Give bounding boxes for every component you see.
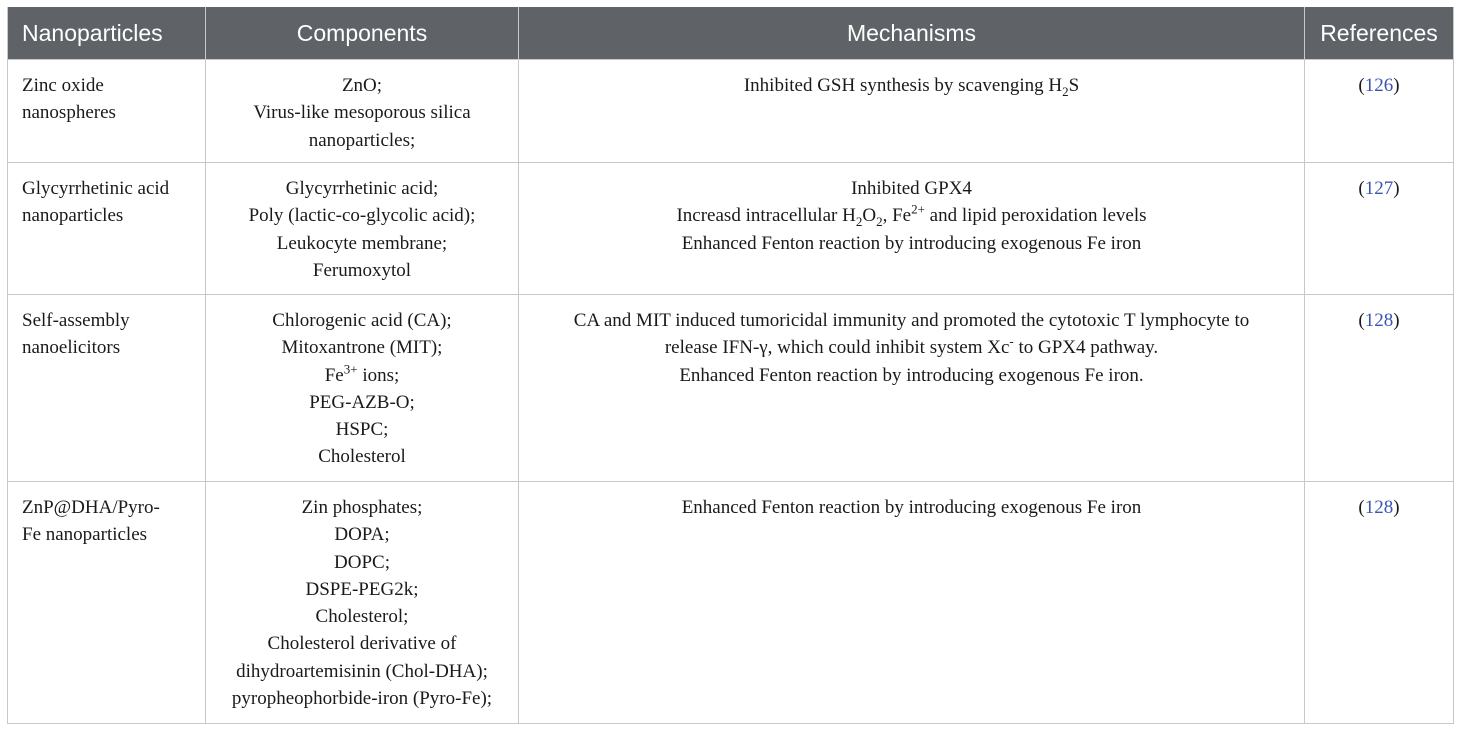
mechanism-line [533, 334, 1290, 361]
subscript: 2 [855, 214, 863, 230]
reference-paren-open: ( [1358, 75, 1365, 96]
reference-paren-close: ) [1393, 178, 1400, 199]
mechanism-text: to GPX4 pathway. [1013, 337, 1159, 359]
mechanism-line: Enhanced Fenton reaction by introducing exogenous Fe iron [681, 497, 1142, 518]
mechanism-text: Increasd intracellular H [676, 205, 856, 227]
header-nanoparticles: Nanoparticles [8, 7, 206, 60]
mechanism-text: release IFN-γ, which could inhibit system Xc [664, 337, 1010, 359]
nanoparticle-name-line: nanoparticles [22, 205, 124, 227]
mechanism-text: O [862, 205, 877, 227]
reference-paren-open: ( [1358, 497, 1365, 518]
mechanism-line: Inhibited GPX4 [851, 178, 972, 199]
component-line: Virus-like mesoporous silica [253, 102, 471, 124]
component-line: Ferumoxytol [312, 259, 412, 281]
nanoparticle-name-cell [8, 482, 206, 724]
superscript: - [1009, 333, 1014, 349]
component-line: Leukocyte membrane; [276, 232, 448, 254]
mechanisms-cell [519, 295, 1305, 482]
mechanisms-cell [519, 163, 1305, 295]
component-line: Poly (lactic-co-glycolic acid); [248, 205, 476, 227]
mechanism-text: and lipid peroxidation levels [924, 205, 1147, 227]
component-line: Cholesterol [318, 446, 406, 468]
components-cell [206, 60, 519, 163]
reference-link[interactable]: 128 [1364, 497, 1394, 518]
component-line: Glycyrrhetinic acid; [285, 178, 439, 199]
reference-paren-close: ) [1393, 497, 1400, 518]
reference-paren-open: ( [1358, 178, 1365, 199]
mechanism-text: Inhibited GSH synthesis by scavenging H [743, 75, 1063, 96]
component-text: ions; [357, 364, 400, 386]
header-row [8, 7, 1454, 60]
mechanism-text: , Fe [882, 205, 912, 227]
subscript: 2 [876, 214, 883, 230]
component-line: Cholesterol derivative of [267, 633, 457, 655]
component-line: pyropheophorbide-iron (Pyro-Fe); [231, 688, 493, 710]
nanoparticle-name-line: Self-assembly [22, 310, 130, 331]
nanoparticle-name-cell [8, 60, 206, 163]
component-line: nanoparticles; [308, 129, 416, 151]
header-mechanisms: Mechanisms [519, 7, 1305, 60]
reference-paren-close: ) [1393, 75, 1400, 96]
table-row [8, 163, 1454, 295]
reference-link[interactable]: 128 [1364, 310, 1394, 331]
subscript: 2 [1062, 83, 1069, 99]
component-line [220, 362, 504, 389]
nanoparticle-name-cell [8, 295, 206, 482]
component-line: Chlorogenic acid (CA); [272, 310, 452, 331]
mechanism-text: S [1068, 75, 1080, 96]
mechanisms-cell [519, 60, 1305, 163]
nanoparticle-name-line: Fe nanoparticles [22, 524, 148, 546]
nanoparticle-name-line: Glycyrrhetinic acid [22, 178, 170, 199]
nanoparticle-name-line: Zinc oxide [22, 75, 104, 96]
reference-link[interactable]: 127 [1364, 178, 1394, 199]
component-line: PEG-AZB-O; [309, 391, 415, 413]
references-cell [1305, 60, 1454, 163]
nanoparticle-name-line: nanospheres [22, 102, 116, 124]
reference-link[interactable]: 126 [1364, 75, 1394, 96]
references-cell [1305, 482, 1454, 724]
component-line: DOPA; [334, 524, 390, 546]
components-cell [206, 163, 519, 295]
component-line: DOPC; [334, 551, 390, 573]
component-line: ZnO; [341, 75, 383, 96]
references-cell [1305, 295, 1454, 482]
header-components: Components [206, 7, 519, 60]
table-row [8, 295, 1454, 482]
reference-paren-open: ( [1358, 310, 1365, 331]
header-references: References [1305, 7, 1454, 60]
nanoparticle-name-line: nanoelicitors [22, 337, 121, 359]
mechanism-line: Enhanced Fenton reaction by introducing exogenous Fe iron. [679, 364, 1144, 386]
components-cell [206, 295, 519, 482]
references-cell [1305, 163, 1454, 295]
mechanisms-cell [519, 482, 1305, 724]
nanoparticle-name-cell [8, 163, 206, 295]
nanoparticle-table-container [7, 7, 1453, 724]
nanoparticle-name-line: ZnP@DHA/Pyro- [22, 497, 160, 518]
mechanism-line [533, 72, 1290, 99]
component-line: dihydroartemisinin (Chol-DHA); [236, 660, 488, 682]
table-row [8, 482, 1454, 724]
nanoparticle-table [7, 7, 1454, 724]
components-cell [206, 482, 519, 724]
superscript: 3+ [343, 361, 358, 377]
component-line: Cholesterol; [315, 606, 409, 628]
component-line: Zin phosphates; [301, 497, 423, 518]
mechanism-line: CA and MIT induced tumoricidal immunity and promoted the cytotoxic T lymphocyte to [573, 310, 1250, 331]
table-row [8, 60, 1454, 163]
component-text: Fe [324, 364, 344, 386]
component-line: HSPC; [335, 419, 389, 441]
mechanism-line [533, 202, 1290, 229]
component-line: Mitoxantrone (MIT); [281, 337, 443, 359]
component-line: DSPE-PEG2k; [305, 578, 419, 600]
superscript: 2+ [911, 201, 925, 217]
reference-paren-close: ) [1393, 310, 1400, 331]
mechanism-line: Enhanced Fenton reaction by introducing exogenous Fe iron [681, 232, 1142, 254]
